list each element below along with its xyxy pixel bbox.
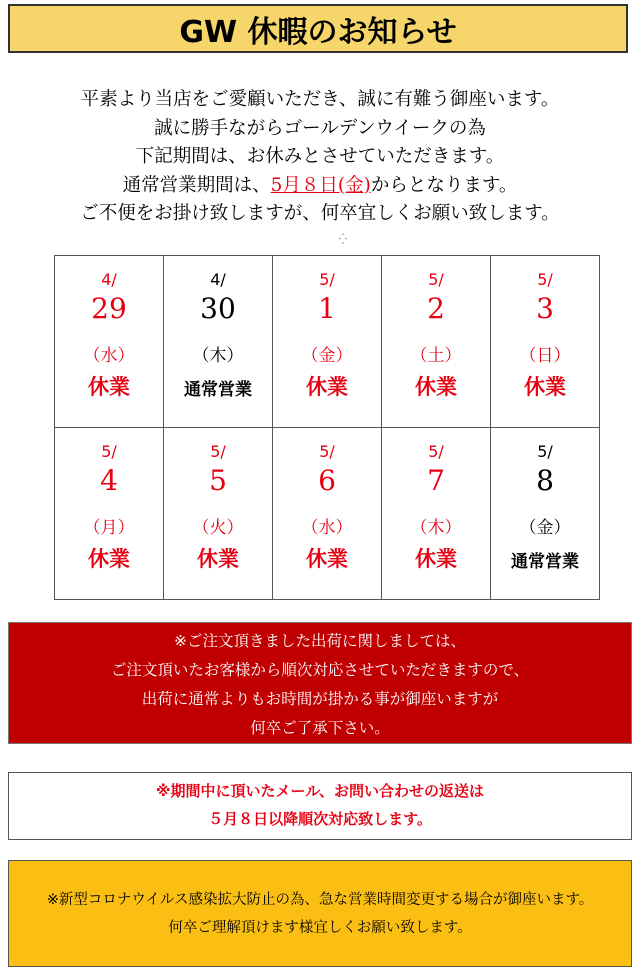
calendar-month: 5/ <box>428 442 444 461</box>
calendar-cell <box>382 256 491 428</box>
calendar-weekday: （金） <box>519 518 571 538</box>
calendar-weekday: （日） <box>519 346 571 366</box>
calendar-cell <box>273 428 382 600</box>
calendar-cell <box>164 428 273 600</box>
intro-message <box>0 86 640 229</box>
status-closed: 休業 <box>306 375 348 399</box>
calendar-cell <box>273 256 382 428</box>
calendar-month: 5/ <box>101 442 117 461</box>
calendar-day: 7 <box>427 464 445 497</box>
page-title: GW 休暇のお知らせ <box>179 14 457 50</box>
calendar-day: 5 <box>209 464 227 497</box>
status-closed: 休業 <box>415 375 457 399</box>
calendar-month: 5/ <box>210 442 226 461</box>
status-closed: 休業 <box>415 547 457 571</box>
mail-notice-line-1: ※期間中に頂いたメール、お問い合わせの返送は <box>155 782 485 800</box>
calendar-cell <box>55 428 164 600</box>
calendar-day: 6 <box>318 464 336 497</box>
shipping-notice-line-2: ご注文頂いたお客様から順次対応させていただきますので、 <box>110 661 530 679</box>
intro-line-3: 下記期間は、お休みとさせていただきます。 <box>135 146 505 167</box>
status-closed: 休業 <box>197 547 239 571</box>
covid-notice-line-2: 何卒ご理解頂けます様宜しくお願い致します。 <box>168 920 472 936</box>
shipping-notice-line-1: ※ご注文頂きました出荷に関しましては、 <box>174 632 466 650</box>
covid-notice-line-1: ※新型コロナウイルス感染拡大防止の為、急な営業時間変更する場合が御座います。 <box>46 892 594 908</box>
calendar-row-2 <box>55 428 600 600</box>
calendar-month: 5/ <box>537 442 553 461</box>
calendar-weekday: （火） <box>192 518 244 538</box>
shipping-notice <box>8 622 632 744</box>
intro-line-2: 誠に勝手ながらゴールデンウイークの為 <box>154 117 486 139</box>
calendar-month: 5/ <box>537 270 553 289</box>
calendar-row-1 <box>55 256 600 428</box>
calendar-cell <box>491 428 600 600</box>
status-closed: 休業 <box>88 547 130 571</box>
intro-line-4 <box>0 172 640 201</box>
calendar-weekday: （水） <box>301 518 353 538</box>
calendar-weekday: （土） <box>410 346 462 366</box>
calendar-day: 29 <box>91 292 127 325</box>
calendar-weekday: （木） <box>192 346 244 366</box>
page-title-banner <box>8 4 628 53</box>
calendar-month: 4/ <box>101 270 117 289</box>
status-closed: 休業 <box>306 547 348 571</box>
calendar-cell <box>55 256 164 428</box>
calendar-weekday: （月） <box>83 518 135 538</box>
calendar-month: 5/ <box>319 442 335 461</box>
calendar-month: 4/ <box>210 270 226 289</box>
shipping-notice-line-3: 出荷に通常よりもお時間が掛かる事が御座いますが <box>141 690 499 708</box>
calendar-weekday: （木） <box>410 518 462 538</box>
calendar-day: 2 <box>427 292 445 325</box>
covid-notice <box>8 860 632 967</box>
calendar-day: 1 <box>318 292 336 325</box>
status-closed: 休業 <box>88 375 130 399</box>
shipping-notice-line-4: 何卒ご了承下さい。 <box>250 719 390 737</box>
calendar-day: 8 <box>536 464 554 497</box>
reopen-date: 5月８日(金) <box>270 174 371 196</box>
calendar-day: 30 <box>200 292 236 325</box>
calendar-cell <box>491 256 600 428</box>
intro-line-1: 平素より当店をご愛顧いただき、誠に有難う御座います。 <box>80 89 560 110</box>
calendar-cell <box>164 256 273 428</box>
calendar-day: 3 <box>536 292 554 325</box>
calendar-month: 5/ <box>319 270 335 289</box>
mail-notice <box>8 772 632 840</box>
mail-notice-line-2: ５月８日以降順次対応致します。 <box>208 810 432 828</box>
calendar-day: 4 <box>100 464 118 497</box>
calendar-cell <box>382 428 491 600</box>
calendar-weekday: （水） <box>83 346 135 366</box>
status-open: 通常営業 <box>184 380 252 400</box>
status-closed: 休業 <box>524 375 566 399</box>
holiday-calendar <box>54 255 600 600</box>
calendar-weekday: （金） <box>301 346 353 366</box>
calendar-month: 5/ <box>428 270 444 289</box>
decorative-dots: ⁛ <box>339 234 347 245</box>
intro-line-4-suffix: からとなります。 <box>370 174 518 196</box>
intro-line-5: ご不便をお掛け致しますが、何卒宜しくお願い致します。 <box>80 203 560 224</box>
intro-line-4-prefix: 通常営業期間は、 <box>122 174 271 196</box>
status-open: 通常営業 <box>511 552 579 572</box>
